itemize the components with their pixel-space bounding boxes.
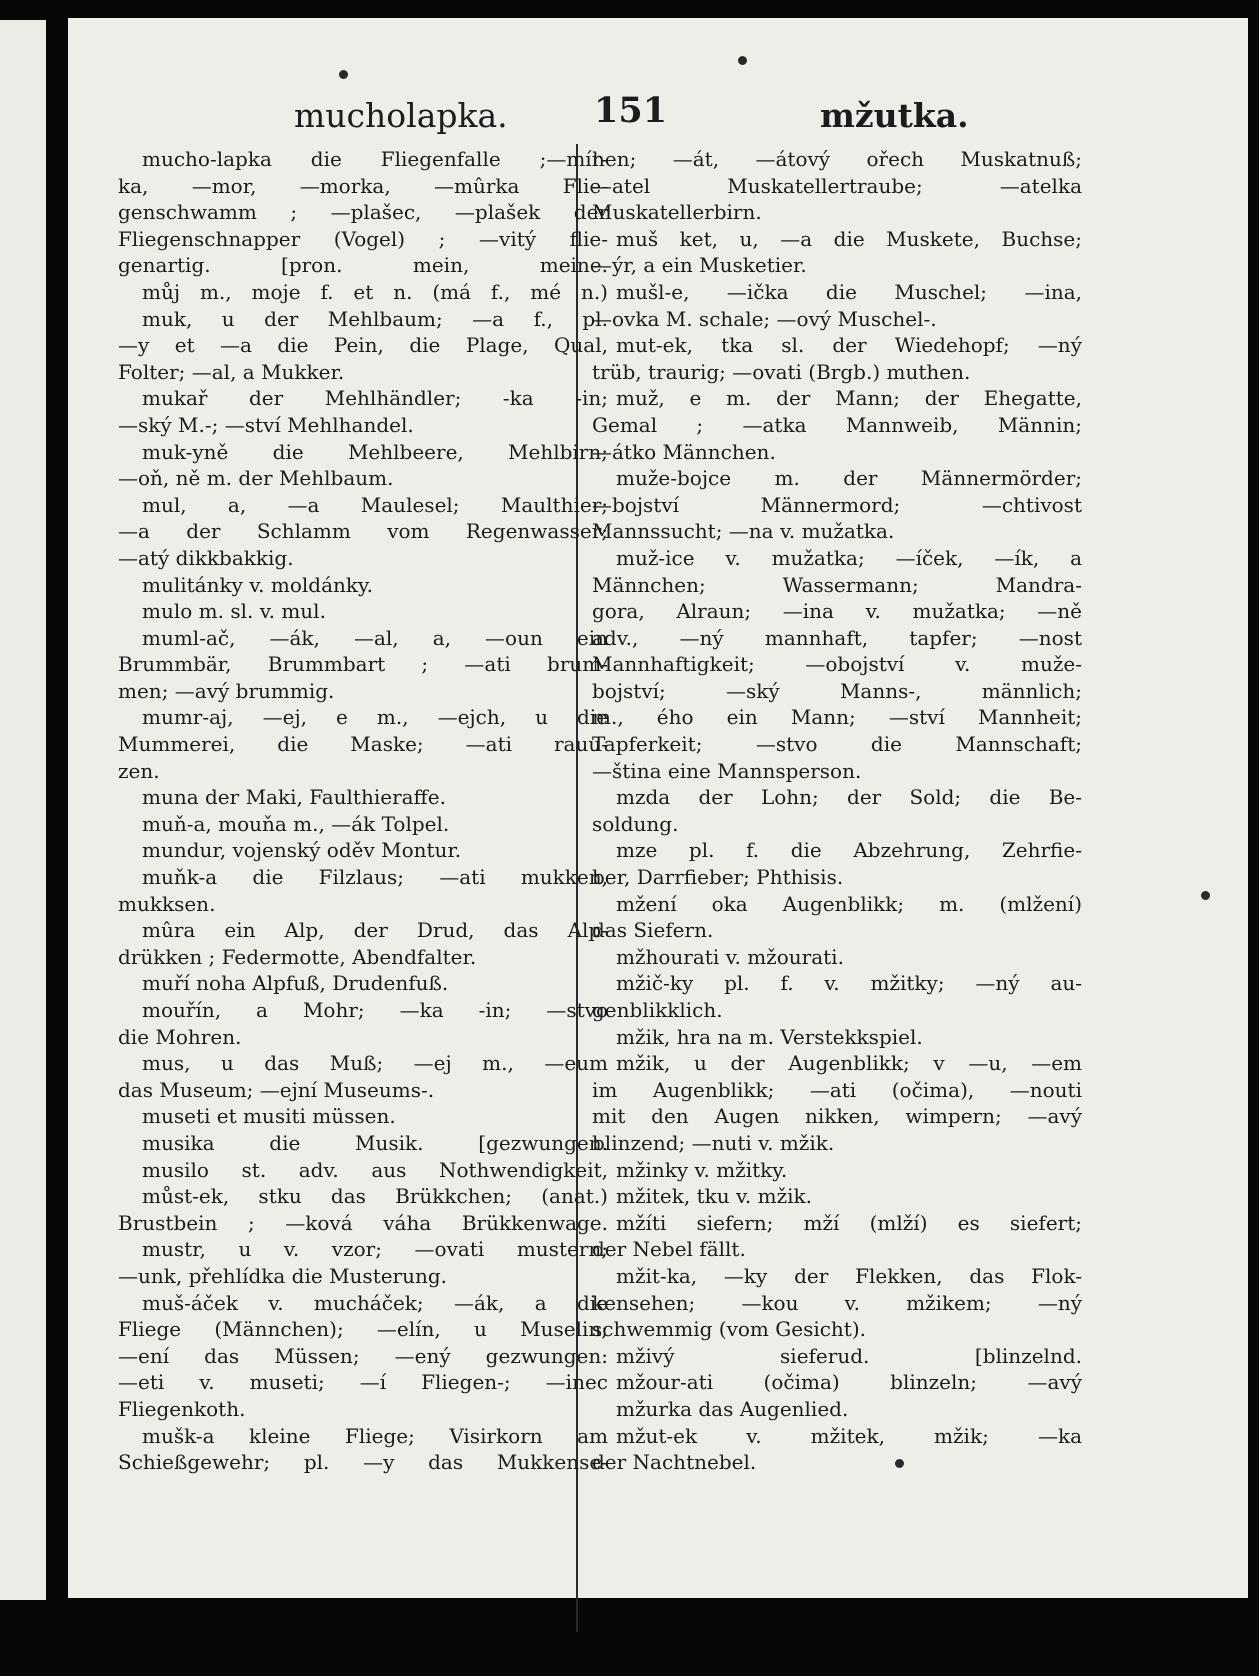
print-dot	[339, 70, 348, 79]
dictionary-line: adv., —ný mannhaft, tapfer; —nost	[592, 625, 1082, 650]
dictionary-line: hen; —át, —átový ořech Muskatnuß;	[592, 147, 1082, 171]
dictionary-line: Brustbein ; —ková váha Brükkenwage.	[118, 1210, 608, 1235]
dictionary-line: —y et —a die Pein, die Plage, Qual,	[118, 333, 608, 358]
dictionary-line: das Museum; —ejní Museums-.	[118, 1077, 435, 1102]
dictionary-line: můst-ek, stku das Brükkchen; (anat.)	[142, 1184, 608, 1209]
dictionary-line: mûra ein Alp, der Drud, das Alp-	[142, 918, 608, 943]
dictionary-line: mit den Augen nikken, wimpern; —avý	[592, 1104, 1082, 1129]
running-header	[68, 80, 1248, 150]
dictionary-line: das Siefern.	[592, 918, 714, 943]
dictionary-line: Fliegenschnapper (Vogel) ; —vitý flie-	[118, 226, 608, 251]
dictionary-line: —ský M.-; —ství Mehlhandel.	[118, 412, 414, 437]
dictionary-line: Mummerei, die Maske; —ati rauu-	[118, 732, 608, 757]
dictionary-line: Gemal ; —atka Mannweib, Männin;	[592, 412, 1082, 437]
dictionary-line: Muskatellerbirn.	[592, 200, 762, 225]
dictionary-line: mžit-ka, —ky der Flekken, das Flok-	[616, 1263, 1082, 1288]
dictionary-line: mžut-ek v. mžitek, mžik; —ka	[616, 1423, 1082, 1448]
dictionary-line: —unk, přehlídka die Musterung.	[118, 1263, 448, 1288]
dictionary-line: můj m., moje f. et n. (má f., mé n.)	[142, 279, 608, 304]
dictionary-line: —a der Schlamm vom Regenwasser;	[118, 519, 608, 544]
dictionary-line: —atý dikkbakkig.	[118, 545, 294, 570]
dictionary-line: mžour-ati (očima) blinzeln; —avý	[616, 1370, 1082, 1395]
dictionary-line: mživý sieferud. [blinzelnd.	[616, 1343, 1082, 1368]
print-dot	[738, 56, 747, 65]
dictionary-line: soldung.	[592, 811, 679, 836]
dictionary-line: —oň, ně m. der Mehlbaum.	[118, 466, 394, 491]
dictionary-line: mžinky v. mžitky.	[616, 1157, 788, 1182]
dictionary-line: muž, e m. der Mann; der Ehegatte,	[616, 386, 1082, 411]
dictionary-line: drükken ; Federmotte, Abendfalter.	[118, 944, 477, 969]
dictionary-line: mut-ek, tka sl. der Wiedehopf; —ný	[616, 333, 1082, 358]
dictionary-line: Mannssucht; —na v. mužatka.	[592, 519, 895, 544]
dictionary-line: —ovka M. schale; —ový Muschel-.	[592, 306, 937, 331]
dictionary-line: Schießgewehr; pl. —y das Mukkense-	[118, 1450, 608, 1475]
dictionary-line: Folter; —al, a Mukker.	[118, 359, 345, 384]
dictionary-line: —ení das Müssen; —ený gezwungen:	[118, 1343, 608, 1368]
dictionary-line: zen.	[118, 758, 160, 783]
left-column	[118, 146, 608, 1476]
print-dot	[1201, 891, 1210, 900]
dictionary-line: mžič-ky pl. f. v. mžitky; —ný au-	[616, 971, 1082, 996]
dictionary-line: mžitek, tku v. mžik.	[616, 1184, 813, 1209]
dictionary-line: mundur, vojenský oděv Montur.	[142, 838, 462, 863]
dictionary-line: muš ket, u, —a die Muskete, Buchse;	[616, 226, 1082, 251]
dictionary-line: museti et musiti müssen.	[142, 1104, 396, 1129]
dictionary-line: mumr-aj, —ej, e m., —ejch, u die	[142, 705, 608, 730]
dictionary-line: trüb, traurig; —ovati (Brgb.) muthen.	[592, 359, 971, 384]
dictionary-line: muml-ač, —ák, —al, a, —oun ein	[142, 625, 608, 650]
dictionary-line: mžik, u der Augenblikk; v —u, —em	[616, 1051, 1082, 1076]
dictionary-line: Tapferkeit; —stvo die Mannschaft;	[592, 732, 1082, 757]
dictionary-line: Fliegenkoth.	[118, 1396, 246, 1421]
dictionary-line: —atel Muskatellertraube; —atelka	[592, 173, 1082, 198]
dictionary-line: mulitánky v. moldánky.	[142, 572, 374, 597]
dictionary-line: —ýr, a ein Musketier.	[592, 253, 807, 278]
dictionary-line: Fliege (Männchen); —elín, u Muselin;	[118, 1317, 608, 1342]
dictionary-line: muk-yně die Mehlbeere, Mehlbirn;	[142, 439, 608, 464]
dictionary-line: der Nachtnebel.	[592, 1450, 757, 1475]
dictionary-line: der Nebel fällt.	[592, 1237, 746, 1262]
dictionary-line: die Mohren.	[118, 1024, 242, 1049]
dictionary-line: mžhourati v. mžourati.	[616, 944, 844, 969]
dictionary-line: muří noha Alpfuß, Drudenfuß.	[142, 971, 449, 996]
dictionary-line: musika die Musik. [gezwungen.	[142, 1130, 608, 1155]
dictionary-line: genblikklich.	[592, 998, 723, 1022]
page-number: 151	[594, 90, 668, 131]
dictionary-line: —ština eine Mannsperson.	[592, 758, 862, 783]
dictionary-line: Mannhaftigkeit; —obojství v. muže-	[592, 652, 1082, 677]
dictionary-line: muň-a, mouňa m., —ák Tolpel.	[142, 811, 450, 836]
dictionary-line: mucho-lapka die Fliegenfalle ;—mír-	[142, 147, 608, 171]
right-column	[592, 146, 1082, 1476]
dictionary-line: mzda der Lohn; der Sold; die Be-	[616, 785, 1082, 810]
header-left-word: mucholapka.	[294, 96, 508, 135]
dictionary-line: mul, a, —a Maulesel; Maulthier;	[142, 492, 608, 517]
dictionary-line: —átko Männchen.	[592, 439, 776, 464]
dictionary-line: ka, —mor, —morka, —mûrka Flie-	[118, 173, 608, 198]
dictionary-line: mžurka das Augenlied.	[616, 1396, 849, 1421]
dictionary-line: mouřín, a Mohr; —ka -in; —stvo	[142, 998, 608, 1022]
dictionary-line: muže-bojce m. der Männermörder;	[616, 466, 1082, 491]
dictionary-line: —bojství Männermord; —chtivost	[592, 492, 1082, 517]
facing-page-edge	[0, 20, 46, 1600]
dictionary-line: genartig. [pron. mein, meine.	[118, 253, 608, 278]
dictionary-line: mušl-e, —ička die Muschel; —ina,	[616, 279, 1082, 304]
dictionary-line: muš-áček v. mucháček; —ák, a die	[142, 1290, 608, 1315]
dictionary-line: mulo m. sl. v. mul.	[142, 599, 326, 624]
dictionary-line: kensehen; —kou v. mžikem; —ný	[592, 1290, 1082, 1315]
dictionary-line: mukksen.	[118, 891, 216, 916]
dictionary-line: muňk-a die Filzlaus; —ati mukken,	[142, 865, 608, 890]
dictionary-line: genschwamm ; —plašec, —plašek der	[118, 200, 608, 225]
dictionary-line: muna der Maki, Faulthieraffe.	[142, 785, 446, 810]
dictionary-line: mžik, hra na m. Verstekkspiel.	[616, 1024, 923, 1049]
dictionary-page	[68, 18, 1248, 1598]
dictionary-line: mze pl. f. die Abzehrung, Zehrfie-	[616, 838, 1082, 863]
dictionary-line: bojství; —ský Manns-, männlich;	[592, 678, 1082, 703]
dictionary-line: men; —avý brummig.	[118, 678, 335, 703]
dictionary-line: —eti v. museti; —í Fliegen-; —inec	[118, 1370, 608, 1395]
dictionary-line: im Augenblikk; —ati (očima), —nouti	[592, 1077, 1082, 1102]
dictionary-line: ber, Darrfieber; Phthisis.	[592, 865, 844, 890]
dictionary-line: mžení oka Augenblikk; m. (mlžení)	[616, 891, 1082, 916]
dictionary-line: Brummbär, Brummbart ; —ati brum-	[118, 652, 608, 677]
dictionary-line: mukař der Mehlhändler; -ka -in;	[142, 386, 608, 411]
dictionary-line: muk, u der Mehlbaum; —a f., pl.	[142, 306, 608, 331]
dictionary-line: blinzend; —nuti v. mžik.	[592, 1130, 835, 1155]
dictionary-line: schwemmig (vom Gesicht).	[592, 1317, 867, 1342]
dictionary-line: muž-ice v. mužatka; —íček, —ík, a	[616, 545, 1082, 570]
dictionary-line: mus, u das Muß; —ej m., —eum	[142, 1051, 608, 1076]
dictionary-line: m., ého ein Mann; —ství Mannheit;	[592, 705, 1082, 730]
dictionary-line: gora, Alraun; —ina v. mužatka; —ně	[592, 599, 1082, 624]
dictionary-line: mušk-a kleine Fliege; Visirkorn am	[142, 1423, 608, 1448]
dictionary-line: mžíti siefern; mží (mlží) es siefert;	[616, 1210, 1082, 1235]
dictionary-line: mustr, u v. vzor; —ovati mustern;	[142, 1237, 608, 1262]
dictionary-line: Männchen; Wassermann; Mandra-	[592, 572, 1082, 597]
header-right-word: mžutka.	[820, 96, 969, 135]
dictionary-line: musilo st. adv. aus Nothwendigkeit,	[142, 1157, 608, 1182]
